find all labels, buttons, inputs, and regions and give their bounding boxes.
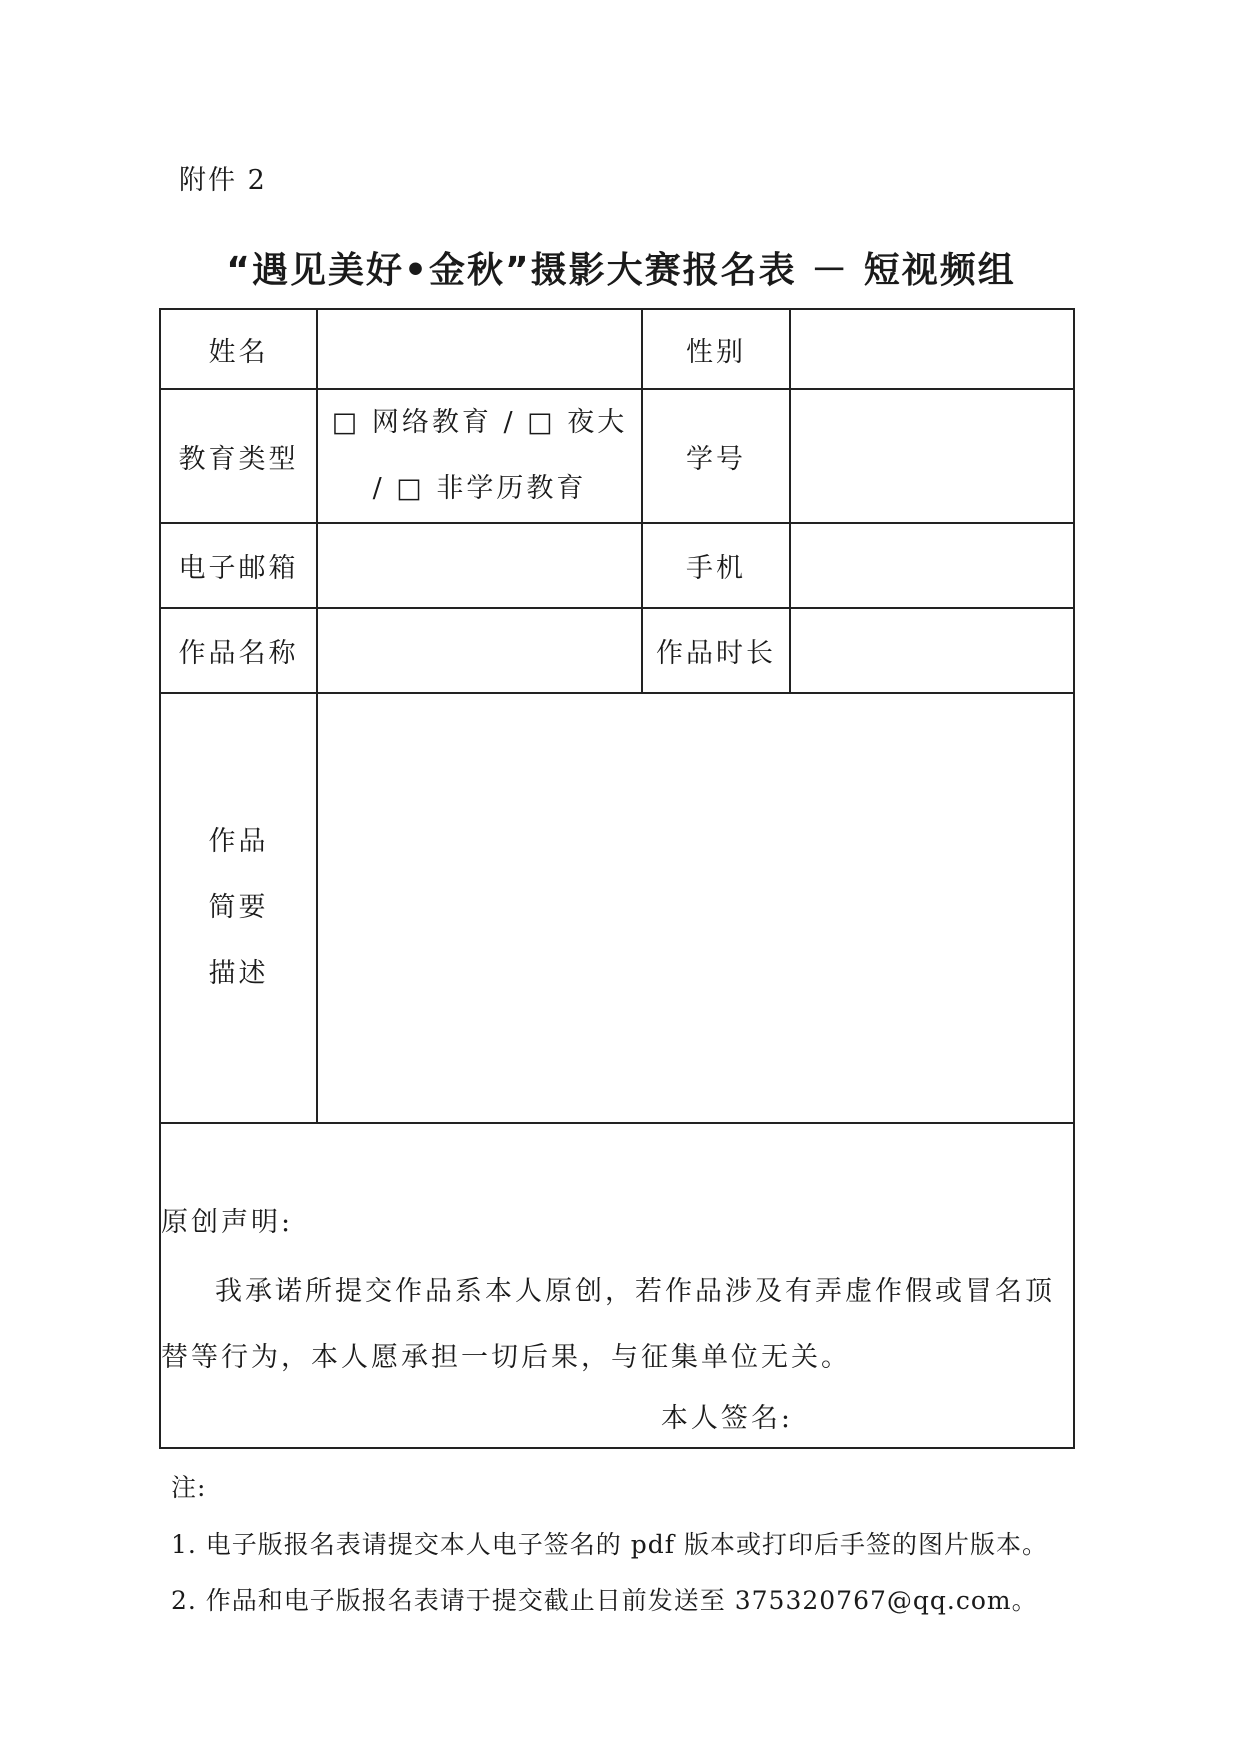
form-row-declaration [160, 1123, 1074, 1448]
duration-label: 作品时长 [642, 608, 790, 693]
name-field[interactable] [317, 309, 642, 389]
email-field[interactable] [317, 523, 642, 608]
student-id-field[interactable] [790, 389, 1074, 523]
note-item-1: 1. 电子版报名表请提交本人电子签名的 pdf 版本或打印后手签的图片版本。 [171, 1530, 1048, 1559]
attachment-number: 附件 2 [179, 165, 267, 196]
name-label: 姓名 [160, 309, 317, 389]
work-title-label: 作品名称 [160, 608, 317, 693]
notes-heading: 注: [171, 1473, 207, 1502]
registration-form [159, 308, 1075, 1449]
notes-section [171, 1468, 1071, 1636]
description-field[interactable] [317, 693, 1074, 1123]
gender-label: 性别 [642, 309, 790, 389]
description-label-line-2: 简要 [208, 892, 269, 923]
gender-field[interactable] [790, 309, 1074, 389]
education-type-options[interactable] [317, 389, 642, 523]
email-label: 电子邮箱 [160, 523, 317, 608]
declaration-box [160, 1123, 1074, 1448]
form-row-email [160, 523, 1074, 608]
form-row-description [160, 693, 1074, 1123]
duration-field[interactable] [790, 608, 1074, 693]
form-row-work [160, 608, 1074, 693]
student-id-label: 学号 [642, 389, 790, 523]
form-row-education [160, 389, 1074, 523]
signature-label[interactable]: 本人签名: [660, 1403, 793, 1434]
declaration-text: 我承诺所提交作品系本人原创，若作品涉及有弄虚作假或冒名顶替等行为，本人愿承担一切后果，与征集单位无关。 [161, 1276, 1055, 1373]
note-item-2: 2. 作品和电子版报名表请于提交截止日前发送至 375320767@qq.com。 [171, 1586, 1038, 1615]
declaration-heading: 原创声明: [161, 1207, 294, 1238]
education-options-line-2: / □ 非学历教育 [372, 473, 587, 504]
description-label-line-1: 作品 [208, 826, 269, 857]
education-type-label: 教育类型 [160, 389, 317, 523]
phone-field[interactable] [790, 523, 1074, 608]
work-title-field[interactable] [317, 608, 642, 693]
education-options-line-1: □ 网络教育 / □ 夜大 [331, 407, 628, 438]
description-label-line-3: 描述 [208, 958, 269, 989]
form-row-name [160, 309, 1074, 389]
phone-label: 手机 [642, 523, 790, 608]
description-label [160, 693, 317, 1123]
form-title: “遇见美好•金秋”摄影大赛报名表 － 短视频组 [226, 250, 1016, 291]
